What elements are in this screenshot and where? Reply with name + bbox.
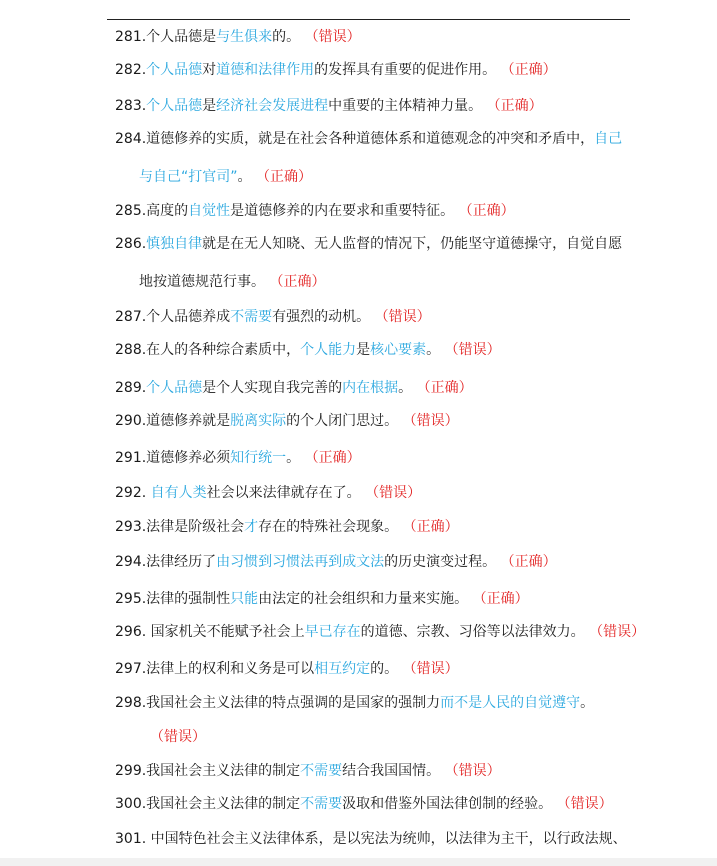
statement-293 bbox=[115, 518, 459, 536]
statement-282 bbox=[115, 61, 557, 79]
statement-text: 的历史演变过程。 bbox=[384, 554, 501, 570]
answer-verdict: （错误） bbox=[444, 342, 501, 358]
answer-verdict: （正确） bbox=[500, 554, 557, 570]
statement-text: 299.我国社会主义法律的制定 bbox=[115, 763, 301, 779]
statement-text: 297.法律上的权利和义务是可以 bbox=[115, 661, 315, 677]
answer-verdict: （错误） bbox=[402, 413, 459, 429]
answer-verdict: （错误） bbox=[304, 29, 361, 45]
statement-text: 301. 中国特色社会主义法律体系，是以宪法为统帅，以法律为主干，以行政法规、 bbox=[115, 831, 627, 847]
keyword-highlight: 早已存在 bbox=[304, 624, 361, 640]
keyword-highlight: 内在根据 bbox=[342, 380, 399, 396]
statement-text: 就是在无人知晓、无人监督的情况下，仍能坚守道德操守，自觉自愿 bbox=[202, 236, 623, 252]
keyword-highlight: 不需要 bbox=[230, 309, 273, 325]
statement-text: 287.个人品德养成 bbox=[115, 309, 231, 325]
statement-289 bbox=[115, 379, 473, 397]
statement-299 bbox=[115, 762, 501, 780]
answer-verdict: （错误） bbox=[365, 485, 422, 501]
statement-286 bbox=[115, 235, 622, 253]
answer-verdict: （正确） bbox=[472, 591, 529, 607]
statement-text: 284.道德修养的实质，就是在社会各种道德体系和道德观念的冲突和矛盾中， bbox=[115, 131, 595, 147]
statement-text: 。 bbox=[426, 342, 445, 358]
statement-text: 298.我国社会主义法律的特点强调的是国家的强制力 bbox=[115, 695, 441, 711]
statement-285 bbox=[115, 202, 515, 220]
statement-text: 社会以来法律就存在了。 bbox=[206, 485, 366, 501]
statement-301 bbox=[115, 830, 627, 848]
answer-verdict: （正确） bbox=[255, 169, 312, 185]
keyword-highlight: 道德和法律作用 bbox=[216, 62, 315, 78]
statement-text: 结合我国国情。 bbox=[342, 763, 445, 779]
statement-text: 的发挥具有重要的促进作用。 bbox=[314, 62, 501, 78]
keyword-highlight: 由习惯到习惯法再到成文法 bbox=[216, 554, 385, 570]
statement-text: 292. bbox=[115, 485, 151, 501]
statement-284-cont bbox=[139, 168, 312, 186]
statement-text: 存在的特殊社会现象。 bbox=[258, 519, 403, 535]
statement-288 bbox=[115, 341, 501, 359]
answer-verdict: （正确） bbox=[416, 380, 473, 396]
statement-text: 300.我国社会主义法律的制定 bbox=[115, 796, 301, 812]
answer-verdict: （错误） bbox=[402, 661, 459, 677]
statement-287 bbox=[115, 308, 431, 326]
keyword-highlight: 与生俱来 bbox=[216, 29, 273, 45]
statement-text: 282. bbox=[115, 62, 147, 78]
statement-286-cont bbox=[139, 273, 325, 291]
statement-text: 由法定的社会组织和力量来实施。 bbox=[258, 591, 473, 607]
statement-text: 294.法律经历了 bbox=[115, 554, 217, 570]
keyword-highlight: 个人能力 bbox=[300, 342, 357, 358]
statement-text: 对 bbox=[202, 62, 217, 78]
page-bottom-edge bbox=[0, 858, 717, 866]
statement-281 bbox=[115, 28, 361, 46]
statement-295 bbox=[115, 590, 529, 608]
statement-292 bbox=[115, 484, 421, 502]
statement-text: 地按道德规范行事。 bbox=[139, 274, 270, 290]
statement-text: 。 bbox=[580, 695, 595, 711]
keyword-highlight: 脱离实际 bbox=[230, 413, 287, 429]
statement-text: 是 bbox=[202, 98, 217, 114]
statement-text: 是 bbox=[356, 342, 371, 358]
statement-298 bbox=[115, 694, 594, 712]
statement-text: 295.法律的强制性 bbox=[115, 591, 231, 607]
statement-text: 的。 bbox=[272, 29, 305, 45]
answer-verdict: （错误） bbox=[374, 309, 431, 325]
keyword-highlight: 自己 bbox=[594, 131, 623, 147]
answer-verdict: （错误） bbox=[150, 729, 206, 745]
answer-verdict: （正确） bbox=[458, 203, 515, 219]
statement-text: 是个人实现自我完善的 bbox=[202, 380, 343, 396]
statement-290 bbox=[115, 412, 459, 430]
statement-text: 的道德、宗教、习俗等以法律效力。 bbox=[360, 624, 590, 640]
statement-300 bbox=[115, 795, 613, 813]
keyword-highlight: 相互约定 bbox=[314, 661, 371, 677]
statement-text: 是道德修养的内在要求和重要特征。 bbox=[230, 203, 459, 219]
statement-text: 281.个人品德是 bbox=[115, 29, 217, 45]
statement-text: 有强烈的动机。 bbox=[272, 309, 375, 325]
statement-text: 。 bbox=[237, 169, 256, 185]
statement-296 bbox=[115, 623, 645, 641]
answer-verdict: （错误） bbox=[444, 763, 501, 779]
keyword-highlight: 不需要 bbox=[300, 796, 343, 812]
statement-294 bbox=[115, 553, 557, 571]
keyword-highlight: 个人品德 bbox=[146, 62, 203, 78]
statement-283 bbox=[115, 97, 543, 115]
statement-text: 283. bbox=[115, 98, 147, 114]
statement-text: 。 bbox=[398, 380, 417, 396]
statement-text: 290.道德修养就是 bbox=[115, 413, 231, 429]
answer-verdict: （正确） bbox=[304, 450, 361, 466]
statement-text: 296. 国家机关不能赋予社会上 bbox=[115, 624, 305, 640]
keyword-highlight: 经济社会发展进程 bbox=[216, 98, 329, 114]
statement-text: 的。 bbox=[370, 661, 403, 677]
keyword-highlight: 个人品德 bbox=[146, 98, 203, 114]
keyword-highlight: 自有人类 bbox=[150, 485, 207, 501]
statement-text: 289. bbox=[115, 380, 147, 396]
keyword-highlight: 与自己“打官司” bbox=[139, 169, 238, 185]
statement-297 bbox=[115, 660, 459, 678]
statement-284 bbox=[115, 130, 622, 148]
keyword-highlight: 慎独自律 bbox=[146, 236, 203, 252]
header-rule bbox=[107, 19, 630, 20]
statement-text: 288.在人的各种综合素质中， bbox=[115, 342, 301, 358]
keyword-highlight: 核心要素 bbox=[370, 342, 427, 358]
statement-text: 汲取和借鉴外国法律创制的经验。 bbox=[342, 796, 557, 812]
statement-text: 。 bbox=[286, 450, 305, 466]
answer-verdict: （正确） bbox=[500, 62, 557, 78]
answer-verdict: （错误） bbox=[589, 624, 646, 640]
keyword-highlight: 不需要 bbox=[300, 763, 343, 779]
keyword-highlight: 才 bbox=[244, 519, 259, 535]
keyword-highlight: 自觉性 bbox=[188, 203, 231, 219]
keyword-highlight: 个人品德 bbox=[146, 380, 203, 396]
answer-verdict: （正确） bbox=[269, 274, 326, 290]
statement-text: 286. bbox=[115, 236, 147, 252]
statement-text: 293.法律是阶级社会 bbox=[115, 519, 245, 535]
answer-verdict: （正确） bbox=[486, 98, 543, 114]
keyword-highlight: 只能 bbox=[230, 591, 259, 607]
statement-text: 的个人闭门思过。 bbox=[286, 413, 403, 429]
statement-298-cont bbox=[150, 728, 206, 746]
keyword-highlight: 知行统一 bbox=[230, 450, 287, 466]
statement-text: 291.道德修养必须 bbox=[115, 450, 231, 466]
answer-verdict: （正确） bbox=[402, 519, 459, 535]
statement-text: 285.高度的 bbox=[115, 203, 189, 219]
answer-verdict: （错误） bbox=[556, 796, 613, 812]
statement-291 bbox=[115, 449, 361, 467]
statement-text: 中重要的主体精神力量。 bbox=[328, 98, 487, 114]
keyword-highlight: 而不是人民的自觉遵守 bbox=[440, 695, 581, 711]
